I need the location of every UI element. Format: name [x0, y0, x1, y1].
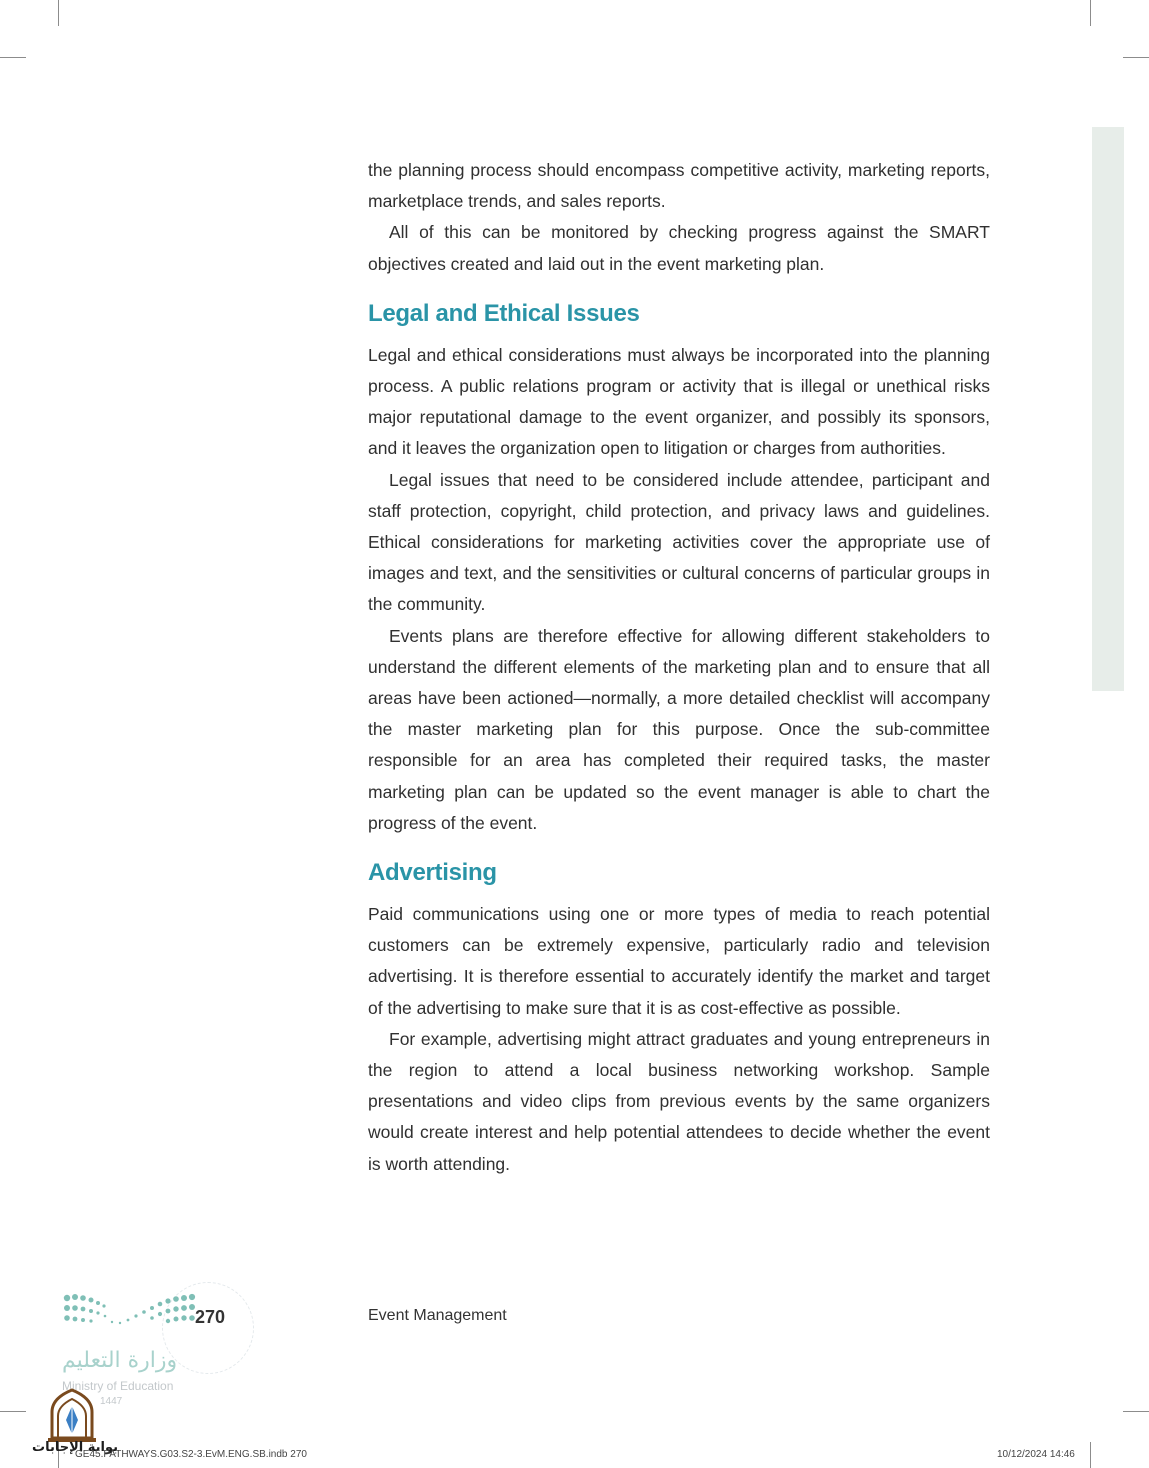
paragraph: Events plans are therefore effective for allowing different stakeholders to understand the different elements of the marketing plan and to ensure that all areas have been actioned—normally, a more detailed checklist will accompany the master marketing plan for this purpose. Once the sub-committee responsible for an area has completed their required tasks, the master marketing plan can be updated so the event manager is able to chart the progress of the event.	[368, 625, 990, 833]
page-content	[368, 155, 990, 1180]
book-title: Event Management	[368, 1307, 507, 1324]
crop-mark	[1123, 57, 1149, 58]
ministry-year: 1447	[100, 1396, 123, 1407]
paragraph: Legal issues that need to be considered include attendee, participant and staff protection, copyright, child protection, and privacy laws and guidelines. Ethical considerations for marketing activities cover the appropriate use of images and text, and the sensitivities or cultural concerns of particular groups in the community.	[368, 469, 990, 615]
side-tab	[1092, 127, 1124, 691]
paragraph: the planning process should encompass competitive activity, marketing reports, marketplace trends, and sales reports.	[368, 160, 990, 212]
ministry-name-english: Ministry of Education	[62, 1379, 174, 1393]
watermark-text: بوابة الإجابات	[32, 1440, 118, 1455]
crop-mark	[0, 57, 26, 58]
page-number: 270	[195, 1307, 226, 1327]
crop-mark	[1123, 1411, 1149, 1412]
paragraph: For example, advertising might attract graduates and young entrepreneurs in the region to attend a local business networking workshop. Sample presentations and video clips from previous events by the same organizers would create interest and help potential attendees to decide whether the event is worth attending.	[368, 1028, 990, 1174]
ministry-name-arabic: وزارة التعليم	[62, 1348, 178, 1373]
crop-mark	[1090, 1442, 1091, 1468]
print-slug-file: GE45.PATHWAYS.G03.S2-3.EvM.ENG.SB.indb 270	[75, 1449, 307, 1460]
crop-mark	[1090, 0, 1091, 26]
crop-mark	[58, 0, 59, 26]
print-slug-date: 10/12/2024 14:46	[997, 1449, 1075, 1460]
paragraph: Paid communications using one or more types of media to reach potential customers can be extremely expensive, particularly radio and television advertising. It is therefore essential to accurately identify the market and target of the advertising to make sure that it is as cost-effective as possible.	[368, 904, 990, 1018]
crop-mark	[0, 1411, 26, 1412]
section-heading-legal: Legal and Ethical Issues	[368, 299, 640, 327]
paragraph: All of this can be monitored by checking progress against the SMART objectives created and laid out in the event marketing plan.	[368, 222, 990, 274]
section-heading-advertising: Advertising	[368, 859, 497, 887]
ministry-logo-dots-icon	[62, 1292, 197, 1328]
paragraph: Legal and ethical considerations must always be incorporated into the planning process. A public relations program or activity that is illegal or unethical risks major reputational damage to the event organizer, and possibly its sponsors, and it leaves the organization open to litigation or charges from authorities.	[368, 344, 990, 459]
